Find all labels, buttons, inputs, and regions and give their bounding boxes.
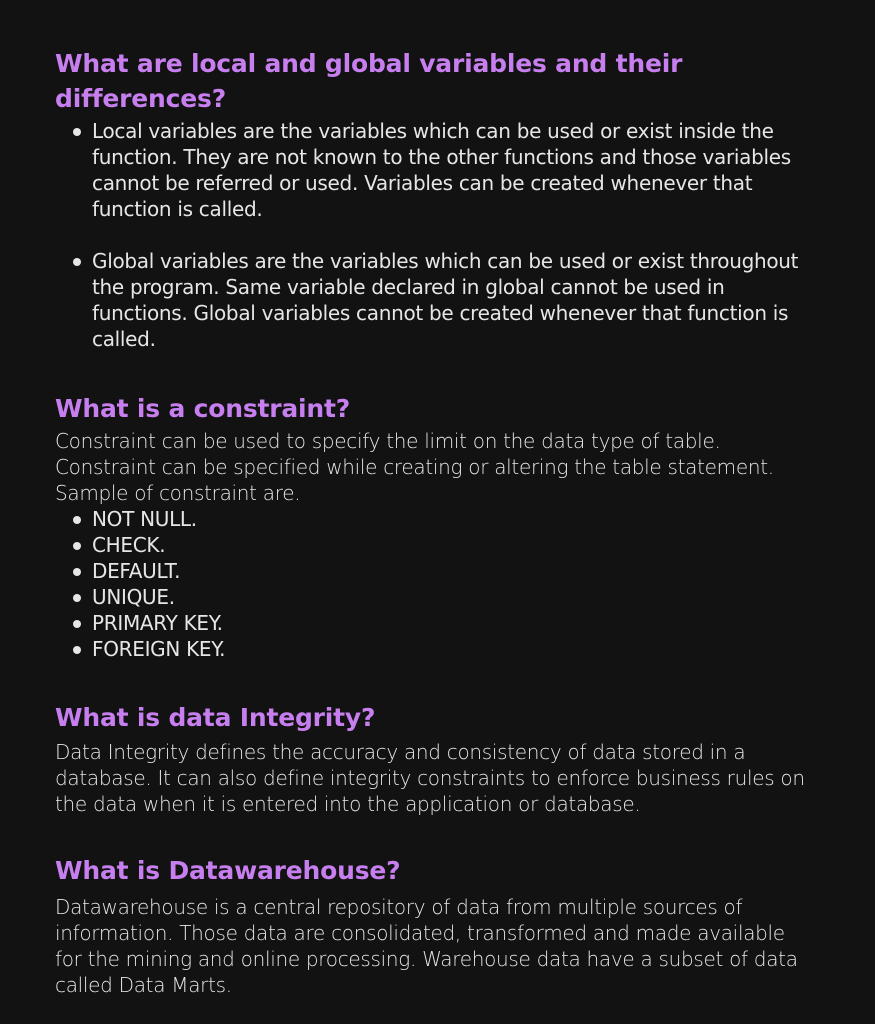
bullet-icon [73,646,81,654]
bullet-icon [73,542,81,550]
list-item [55,558,815,584]
list-item [55,636,815,662]
list-item [55,118,815,222]
section-heading: What is data Integrity? [55,703,376,732]
list-item-text: UNIQUE. [92,585,175,609]
section-local-global-variables [55,46,815,352]
bullet-icon [73,258,81,266]
bullet-icon [73,128,81,136]
list-item [55,610,815,636]
list-item [55,506,815,532]
section-datawarehouse [55,853,815,998]
list-item-text: CHECK. [92,533,166,557]
section-heading: What is a constraint? [55,394,351,423]
section-body: Data Integrity defines the accuracy and consistency of data stored in a database. It can also define integrity constraints to enforce business rules on the data when it is entered into the application or database. [55,740,805,816]
list-item-text: PRIMARY KEY. [92,611,223,635]
section-body: Datawarehouse is a central repository of data from multiple sources of information. Those data are consolidated, transformed and made available for the mining and online processing. Warehouse data have a subset of data called Data Marts. [55,895,798,997]
constraint-list [55,506,815,662]
bullet-icon [73,594,81,602]
section-body: Constraint can be used to specify the limit on the data type of table. Constraint can be specified while creating or altering the table statement. Sample of constraint are. [55,429,774,505]
bullet-list [55,118,815,352]
bullet-icon [73,620,81,628]
list-item-text: FOREIGN KEY. [92,637,226,661]
bullet-icon [73,568,81,576]
list-item-text: Local variables are the variables which can be used or exist inside the function. They are not known to the other functions and those variables cannot be referred or used. Variables can be created whenever that function is called. [92,119,791,221]
section-heading: What is Datawarehouse? [55,856,401,885]
section-heading: What are local and global variables and their differences? [55,49,683,113]
bullet-icon [73,516,81,524]
list-item [55,532,815,558]
list-item-text: DEFAULT. [92,559,181,583]
list-item-text: NOT NULL. [92,507,197,531]
list-item [55,584,815,610]
list-item [55,248,815,352]
section-data-integrity [55,700,815,817]
list-item-text: Global variables are the variables which can be used or exist throughout the program. Same variable declared in global cannot be used in functions. Global variables cannot be created whenever that function is called. [92,249,799,351]
section-constraint [55,391,815,662]
